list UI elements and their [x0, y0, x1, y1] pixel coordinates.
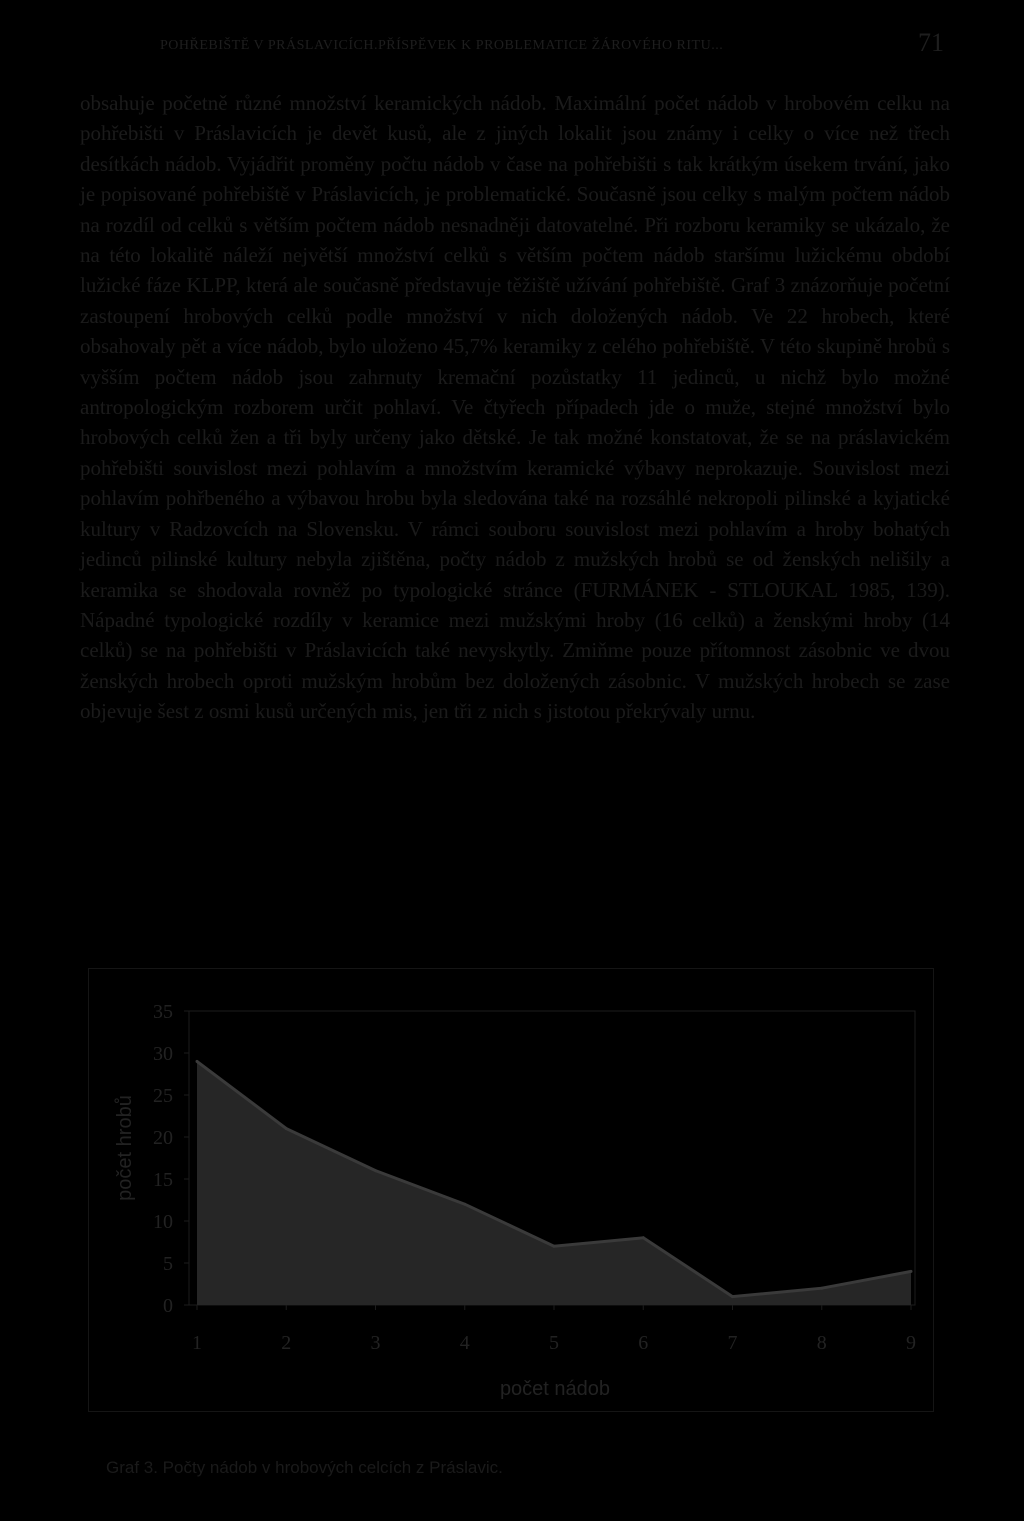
x-tick-label: 4 [459, 1332, 470, 1354]
paragraph: obsahuje početně různé množství keramických nádob. Maximální počet nádob v hrobovém celku na pohřebišti v Práslavicích je devět kusů, ale z jiných lokalit jsou známy i celky o více než třech desítkách nádob. Vyjádřit proměny počtu nádob v čase na pohřebišti s tak krátkým úsekem trvání, jako je popisované pohřebiště v Práslavicích, je problematické. Současně jsou celky s malým počtem nádob na rozdíl od celků s větším počtem nádob nesnadněji datovatelné. Při rozboru keramiky se ukázalo, že na této lokalitě náleží největší množství celků s větším počtem nádob staršímu lužickému období lužické fáze KLPP, která ale současně představuje těžiště užívání pohřebiště. Graf 3 znázorňuje početní zastoupení hrobových celků podle množství v nich doložených nádob. Ve 22 hrobech, které obsahovaly pět a více nádob, bylo uloženo 45,7% keramiky z celého pohřebiště. V této skupině hrobů s vyšším počtem nádob jsou zahrnuty kremační pozůstatky 11 jedinců, u nichž bylo možné antropologickým rozborem určit pohlaví. Ve čtyřech případech jde o muže, stejné množství bylo hrobových celků žen a tři byly určeny jako dětské. Je tak možné konstatovat, že se na práslavickém pohřebišti souvislost mezi pohlavím a množstvím keramické výbavy neprokazuje. Souvislost mezi pohlavím pohřbeného a výbavou hrobu byla sledována také na rozsáhlé nekropoli pilinské a kyjatické kultury v Radzovcích na Slovensku. V rámci souboru souvislost mezi pohlavím a hroby bohatých jedinců pilinské kultury nebyla zjištěna, počty nádob z mužských hrobů se od ženských nelišily a keramika se shodovala rovněž po typologické stránce (FURMÁNEK - STLOUKAL 1985, 139). Nápadné typologické rozdíly v keramice mezi mužskými hroby (16 celků) a ženskými hroby (14 celků) se na pohřebišti v Práslavicích také nevyskytly. Zmiňme pouze přítomnost zásobnic ve dvou ženských hrobech oproti mužským hrobům bez doložených zásobnic. V mužských hrobech se zase objevuje šest z osmi kusů určených mis, jen tři z nich s jistotou překrývaly urnu. [80, 91, 950, 724]
area-chart [89, 969, 933, 1411]
x-tick-label: 3 [370, 1332, 381, 1354]
x-tick-label: 2 [281, 1332, 292, 1354]
y-tick-label: 30 [153, 1043, 173, 1065]
x-tick-label: 6 [638, 1332, 649, 1354]
x-tick-label: 8 [816, 1332, 827, 1354]
body-text [80, 88, 950, 727]
y-tick-label: 0 [163, 1295, 173, 1317]
figure-caption: Graf 3. Počty nádob v hrobových celcích z Práslavic. [106, 1458, 503, 1477]
x-tick-label: 9 [906, 1332, 916, 1354]
data-point-6 [642, 1236, 645, 1239]
data-point-3 [374, 1169, 377, 1172]
data-point-7 [731, 1295, 734, 1298]
data-point-1 [196, 1060, 199, 1063]
chart-frame [88, 968, 934, 1412]
area-series [197, 1061, 911, 1305]
data-point-8 [820, 1287, 823, 1290]
x-tick-label: 5 [549, 1332, 559, 1354]
data-point-2 [285, 1127, 288, 1130]
y-tick-label: 15 [153, 1169, 173, 1191]
y-tick-label: 25 [153, 1085, 173, 1107]
page-number: 71 [918, 28, 944, 57]
y-tick-label: 20 [153, 1127, 173, 1149]
x-axis-label: počet nádob [499, 1378, 611, 1400]
data-point-4 [463, 1203, 466, 1206]
data-point-9 [910, 1270, 913, 1273]
x-tick-label: 1 [192, 1332, 202, 1354]
y-axis-label: počet hrobů [114, 1095, 136, 1201]
running-title: POHŘEBIŠTĚ V PRÁSLAVICÍCH.PŘÍSPĚVEK K PROBLEMATICE ŽÁROVÉHO RITU... [160, 38, 724, 53]
y-tick-label: 35 [153, 1001, 173, 1023]
data-point-5 [553, 1245, 556, 1248]
x-tick-label: 7 [727, 1332, 738, 1354]
y-tick-label: 10 [153, 1211, 173, 1233]
y-tick-label: 5 [163, 1253, 173, 1275]
